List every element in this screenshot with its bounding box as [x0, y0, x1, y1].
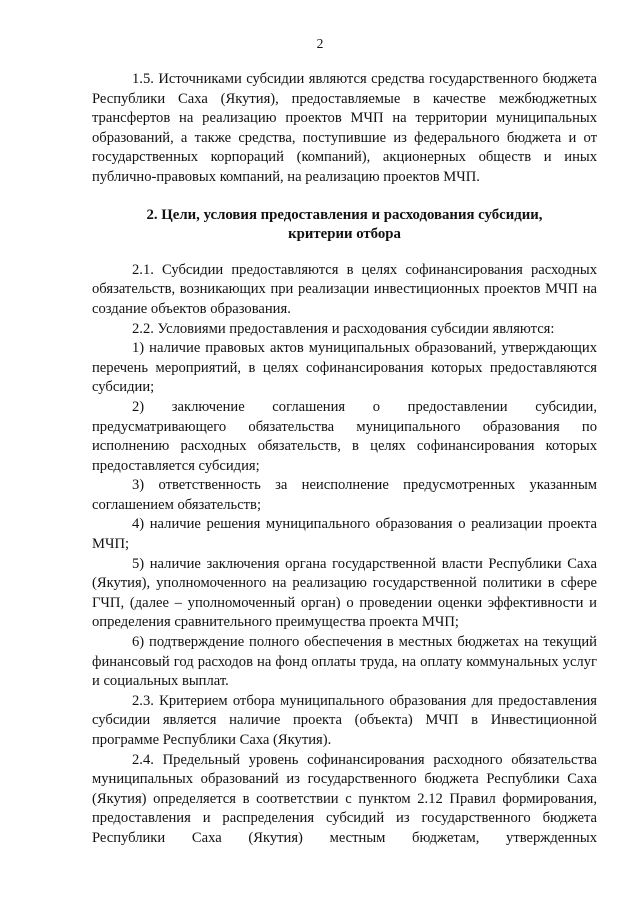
condition-5: 5) наличие заключения органа государственной власти Республики Саха (Якутия), уполномоченного на реализацию государственной политики в сфере ГЧП, (далее – уполномоченный орган) о проведении оценки эффективности и определения сравнительного преимущества проекта МЧП; [92, 555, 597, 631]
paragraph-2-1: 2.1. Субсидии предоставляются в целях софинансирования расходных обязательств, возникающих при реализации инвестиционных проектов МЧП на создание объектов образования. [92, 261, 597, 317]
section-2-heading [92, 206, 597, 245]
paragraph-2-4: 2.4. Предельный уровень софинансирования расходного обязательства муниципальных образований из государственного бюджета Республики Саха (Якутия) определяется в соответствии с пунктом 2.12 Правил формирования, предоставления и распределения субсидий из государственного бюджета Республики Саха (Якутия) местным бюджетам, утвержденных [92, 751, 597, 846]
condition-3: 3) ответственность за неисполнение предусмотренных указанным соглашением обязательств; [92, 477, 597, 513]
section-2-heading-line-2: критерии отбора [288, 226, 401, 243]
page-number: 2 [316, 36, 324, 51]
condition-1: 1) наличие правовых актов муниципальных образований, утверждающих перечень мероприятий, в целях софинансирования которых предоставляются субсидии; [92, 340, 597, 396]
condition-6: 6) подтверждение полного обеспечения в местных бюджетах на текущий финансовый год расходов на фонд оплаты труда, на оплату коммунальных услуг и социальных выплат. [92, 634, 597, 690]
section-2-heading-line-1: 2. Цели, условия предоставления и расходования субсидии, [146, 206, 543, 223]
condition-4: 4) наличие решения муниципального образования о реализации проекта МЧП; [92, 516, 597, 553]
condition-2: 2) заключение соглашения о предоставлении субсидии, предусматривающего обязательства муниципального образования по исполнению расходных обязательств, в целях софинансирования которых предоставляется субсидия; [92, 398, 597, 474]
paragraph-2-3: 2.3. Критерием отбора муниципального образования для предоставления субсидии является наличие проекта (объекта) МЧП в Инвестиционной программе Республики Саха (Якутия). [92, 692, 597, 748]
document-body [92, 70, 597, 849]
paragraph-1-5: 1.5. Источниками субсидии являются средства государственного бюджета Республики Саха (Якутия), предоставляемые в качестве межбюджетных трансфертов на реализацию проектов МЧП на территории муниципальных образований, а также средства, поступившие из федерального бюджета и от государственных корпораций (компаний), акционерных обществ и иных публично-правовых компаний, на реализацию проектов МЧП. [92, 71, 597, 185]
paragraph-2-2: 2.2. Условиями предоставления и расходования субсидии являются: [132, 320, 555, 337]
